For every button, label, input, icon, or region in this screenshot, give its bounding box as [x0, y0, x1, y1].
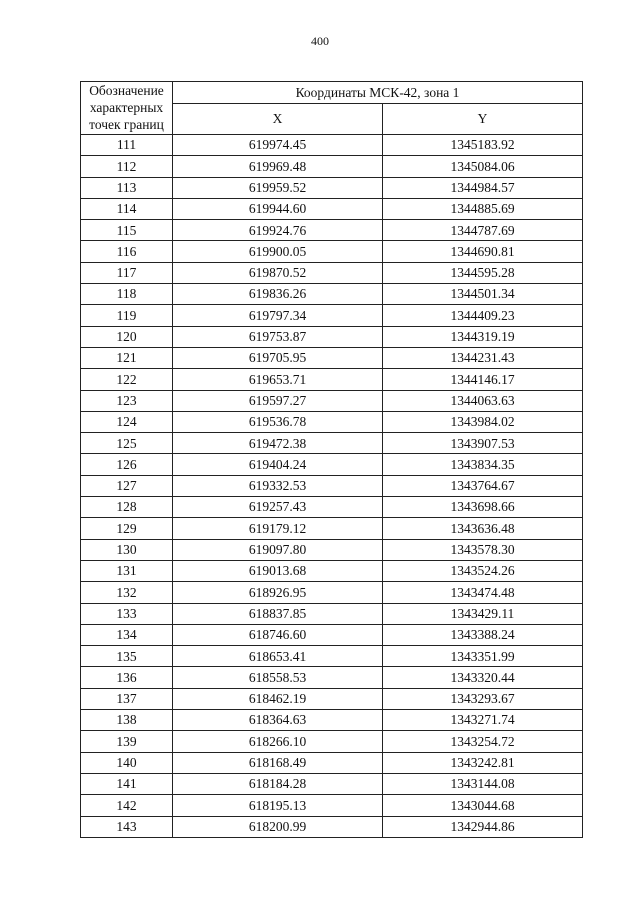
table-row: [81, 773, 583, 794]
x-coordinate-cell: 618200.99: [173, 816, 383, 837]
y-column-header: Y: [383, 104, 583, 135]
table-row: [81, 475, 583, 496]
table-row: [81, 198, 583, 219]
table-row: [81, 433, 583, 454]
table-row: [81, 582, 583, 603]
table-row: [81, 603, 583, 624]
y-coordinate-cell: 1343254.72: [383, 731, 583, 752]
table-row: [81, 369, 583, 390]
x-coordinate-cell: 619179.12: [173, 518, 383, 539]
table-row: [81, 156, 583, 177]
page-number: 400: [311, 34, 329, 48]
y-coordinate-cell: 1343320.44: [383, 667, 583, 688]
y-coordinate-cell: 1343388.24: [383, 624, 583, 645]
y-coordinate-cell: 1343271.74: [383, 710, 583, 731]
point-id-cell: 121: [81, 347, 173, 368]
y-coordinate-cell: 1344595.28: [383, 262, 583, 283]
x-coordinate-cell: 619013.68: [173, 560, 383, 581]
table-row: [81, 326, 583, 347]
point-id-cell: 136: [81, 667, 173, 688]
y-coordinate-cell: 1344231.43: [383, 347, 583, 368]
y-coordinate-cell: 1344409.23: [383, 305, 583, 326]
table-row: [81, 284, 583, 305]
x-coordinate-cell: 618653.41: [173, 646, 383, 667]
y-coordinate-cell: 1344885.69: [383, 198, 583, 219]
point-id-cell: 135: [81, 646, 173, 667]
point-id-cell: 134: [81, 624, 173, 645]
x-coordinate-cell: 618195.13: [173, 795, 383, 816]
table-row: [81, 135, 583, 156]
x-coordinate-cell: 619597.27: [173, 390, 383, 411]
point-id-cell: 120: [81, 326, 173, 347]
point-id-header-line: точек границ: [89, 117, 164, 132]
point-id-cell: 116: [81, 241, 173, 262]
point-id-cell: 130: [81, 539, 173, 560]
table-row: [81, 560, 583, 581]
point-id-header-line: Обозначение: [89, 83, 164, 98]
table-row: [81, 262, 583, 283]
table-row: [81, 177, 583, 198]
x-coordinate-cell: 619536.78: [173, 411, 383, 432]
y-coordinate-cell: 1343044.68: [383, 795, 583, 816]
x-coordinate-cell: 618364.63: [173, 710, 383, 731]
table-row: [81, 624, 583, 645]
y-coordinate-cell: 1343636.48: [383, 518, 583, 539]
point-id-cell: 117: [81, 262, 173, 283]
point-id-cell: 132: [81, 582, 173, 603]
table-row: [81, 752, 583, 773]
point-id-cell: 112: [81, 156, 173, 177]
x-coordinate-cell: 619404.24: [173, 454, 383, 475]
table-row: [81, 220, 583, 241]
table-row: [81, 539, 583, 560]
coordinate-system-header: Координаты МСК-42, зона 1: [173, 82, 583, 104]
table-row: [81, 688, 583, 709]
table-row: [81, 241, 583, 262]
point-id-cell: 139: [81, 731, 173, 752]
y-coordinate-cell: 1344787.69: [383, 220, 583, 241]
y-coordinate-cell: 1345183.92: [383, 135, 583, 156]
y-coordinate-cell: 1344146.17: [383, 369, 583, 390]
point-id-cell: 123: [81, 390, 173, 411]
y-coordinate-cell: 1343144.08: [383, 773, 583, 794]
y-coordinate-cell: 1343907.53: [383, 433, 583, 454]
x-coordinate-cell: 619705.95: [173, 347, 383, 368]
x-coordinate-cell: 618926.95: [173, 582, 383, 603]
table-row: [81, 646, 583, 667]
y-coordinate-cell: 1342944.86: [383, 816, 583, 837]
x-coordinate-cell: 618266.10: [173, 731, 383, 752]
table-row: [81, 518, 583, 539]
y-coordinate-cell: 1343429.11: [383, 603, 583, 624]
point-id-cell: 133: [81, 603, 173, 624]
point-id-header-line: характерных: [89, 100, 164, 115]
x-coordinate-cell: 619969.48: [173, 156, 383, 177]
point-id-cell: 140: [81, 752, 173, 773]
x-coordinate-cell: 619753.87: [173, 326, 383, 347]
table-row: [81, 411, 583, 432]
point-id-cell: 129: [81, 518, 173, 539]
y-coordinate-cell: 1345084.06: [383, 156, 583, 177]
y-coordinate-cell: 1344063.63: [383, 390, 583, 411]
x-coordinate-cell: 618746.60: [173, 624, 383, 645]
table-row: [81, 347, 583, 368]
x-coordinate-cell: 619653.71: [173, 369, 383, 390]
x-coordinate-cell: 618184.28: [173, 773, 383, 794]
coordinates-table: [80, 81, 583, 838]
point-id-cell: 126: [81, 454, 173, 475]
point-id-cell: 115: [81, 220, 173, 241]
point-id-cell: 124: [81, 411, 173, 432]
point-id-cell: 137: [81, 688, 173, 709]
x-coordinate-cell: 618837.85: [173, 603, 383, 624]
x-coordinate-cell: 619924.76: [173, 220, 383, 241]
y-coordinate-cell: 1343351.99: [383, 646, 583, 667]
x-coordinate-cell: 619097.80: [173, 539, 383, 560]
y-coordinate-cell: 1343524.26: [383, 560, 583, 581]
point-id-cell: 142: [81, 795, 173, 816]
table-row: [81, 454, 583, 475]
point-id-cell: 143: [81, 816, 173, 837]
x-coordinate-cell: 618558.53: [173, 667, 383, 688]
x-coordinate-cell: 619944.60: [173, 198, 383, 219]
y-coordinate-cell: 1343293.67: [383, 688, 583, 709]
point-id-cell: 118: [81, 284, 173, 305]
x-coordinate-cell: 619870.52: [173, 262, 383, 283]
table-body: [81, 135, 583, 838]
point-id-cell: 127: [81, 475, 173, 496]
x-coordinate-cell: 619959.52: [173, 177, 383, 198]
point-id-cell: 113: [81, 177, 173, 198]
point-id-cell: 141: [81, 773, 173, 794]
point-id-cell: 128: [81, 497, 173, 518]
table-row: [81, 305, 583, 326]
y-coordinate-cell: 1343764.67: [383, 475, 583, 496]
x-coordinate-cell: 619797.34: [173, 305, 383, 326]
table-row: [81, 667, 583, 688]
x-coordinate-cell: 619836.26: [173, 284, 383, 305]
y-coordinate-cell: 1343698.66: [383, 497, 583, 518]
y-coordinate-cell: 1344984.57: [383, 177, 583, 198]
y-coordinate-cell: 1343834.35: [383, 454, 583, 475]
x-coordinate-cell: 619332.53: [173, 475, 383, 496]
x-coordinate-cell: 619900.05: [173, 241, 383, 262]
x-column-header: X: [173, 104, 383, 135]
table-row: [81, 731, 583, 752]
point-id-cell: 131: [81, 560, 173, 581]
table-row: [81, 816, 583, 837]
table-header: [81, 82, 583, 135]
point-id-cell: 111: [81, 135, 173, 156]
table-row: [81, 710, 583, 731]
point-id-cell: 119: [81, 305, 173, 326]
point-id-cell: 125: [81, 433, 173, 454]
y-coordinate-cell: 1344319.19: [383, 326, 583, 347]
y-coordinate-cell: 1343578.30: [383, 539, 583, 560]
x-coordinate-cell: 619472.38: [173, 433, 383, 454]
point-id-cell: 138: [81, 710, 173, 731]
x-coordinate-cell: 618168.49: [173, 752, 383, 773]
point-id-cell: 122: [81, 369, 173, 390]
point-id-header: [81, 82, 173, 135]
table-row: [81, 390, 583, 411]
x-coordinate-cell: 619974.45: [173, 135, 383, 156]
point-id-cell: 114: [81, 198, 173, 219]
table-row: [81, 497, 583, 518]
x-coordinate-cell: 619257.43: [173, 497, 383, 518]
y-coordinate-cell: 1344501.34: [383, 284, 583, 305]
y-coordinate-cell: 1343242.81: [383, 752, 583, 773]
y-coordinate-cell: 1343984.02: [383, 411, 583, 432]
x-coordinate-cell: 618462.19: [173, 688, 383, 709]
y-coordinate-cell: 1343474.48: [383, 582, 583, 603]
table-row: [81, 795, 583, 816]
y-coordinate-cell: 1344690.81: [383, 241, 583, 262]
